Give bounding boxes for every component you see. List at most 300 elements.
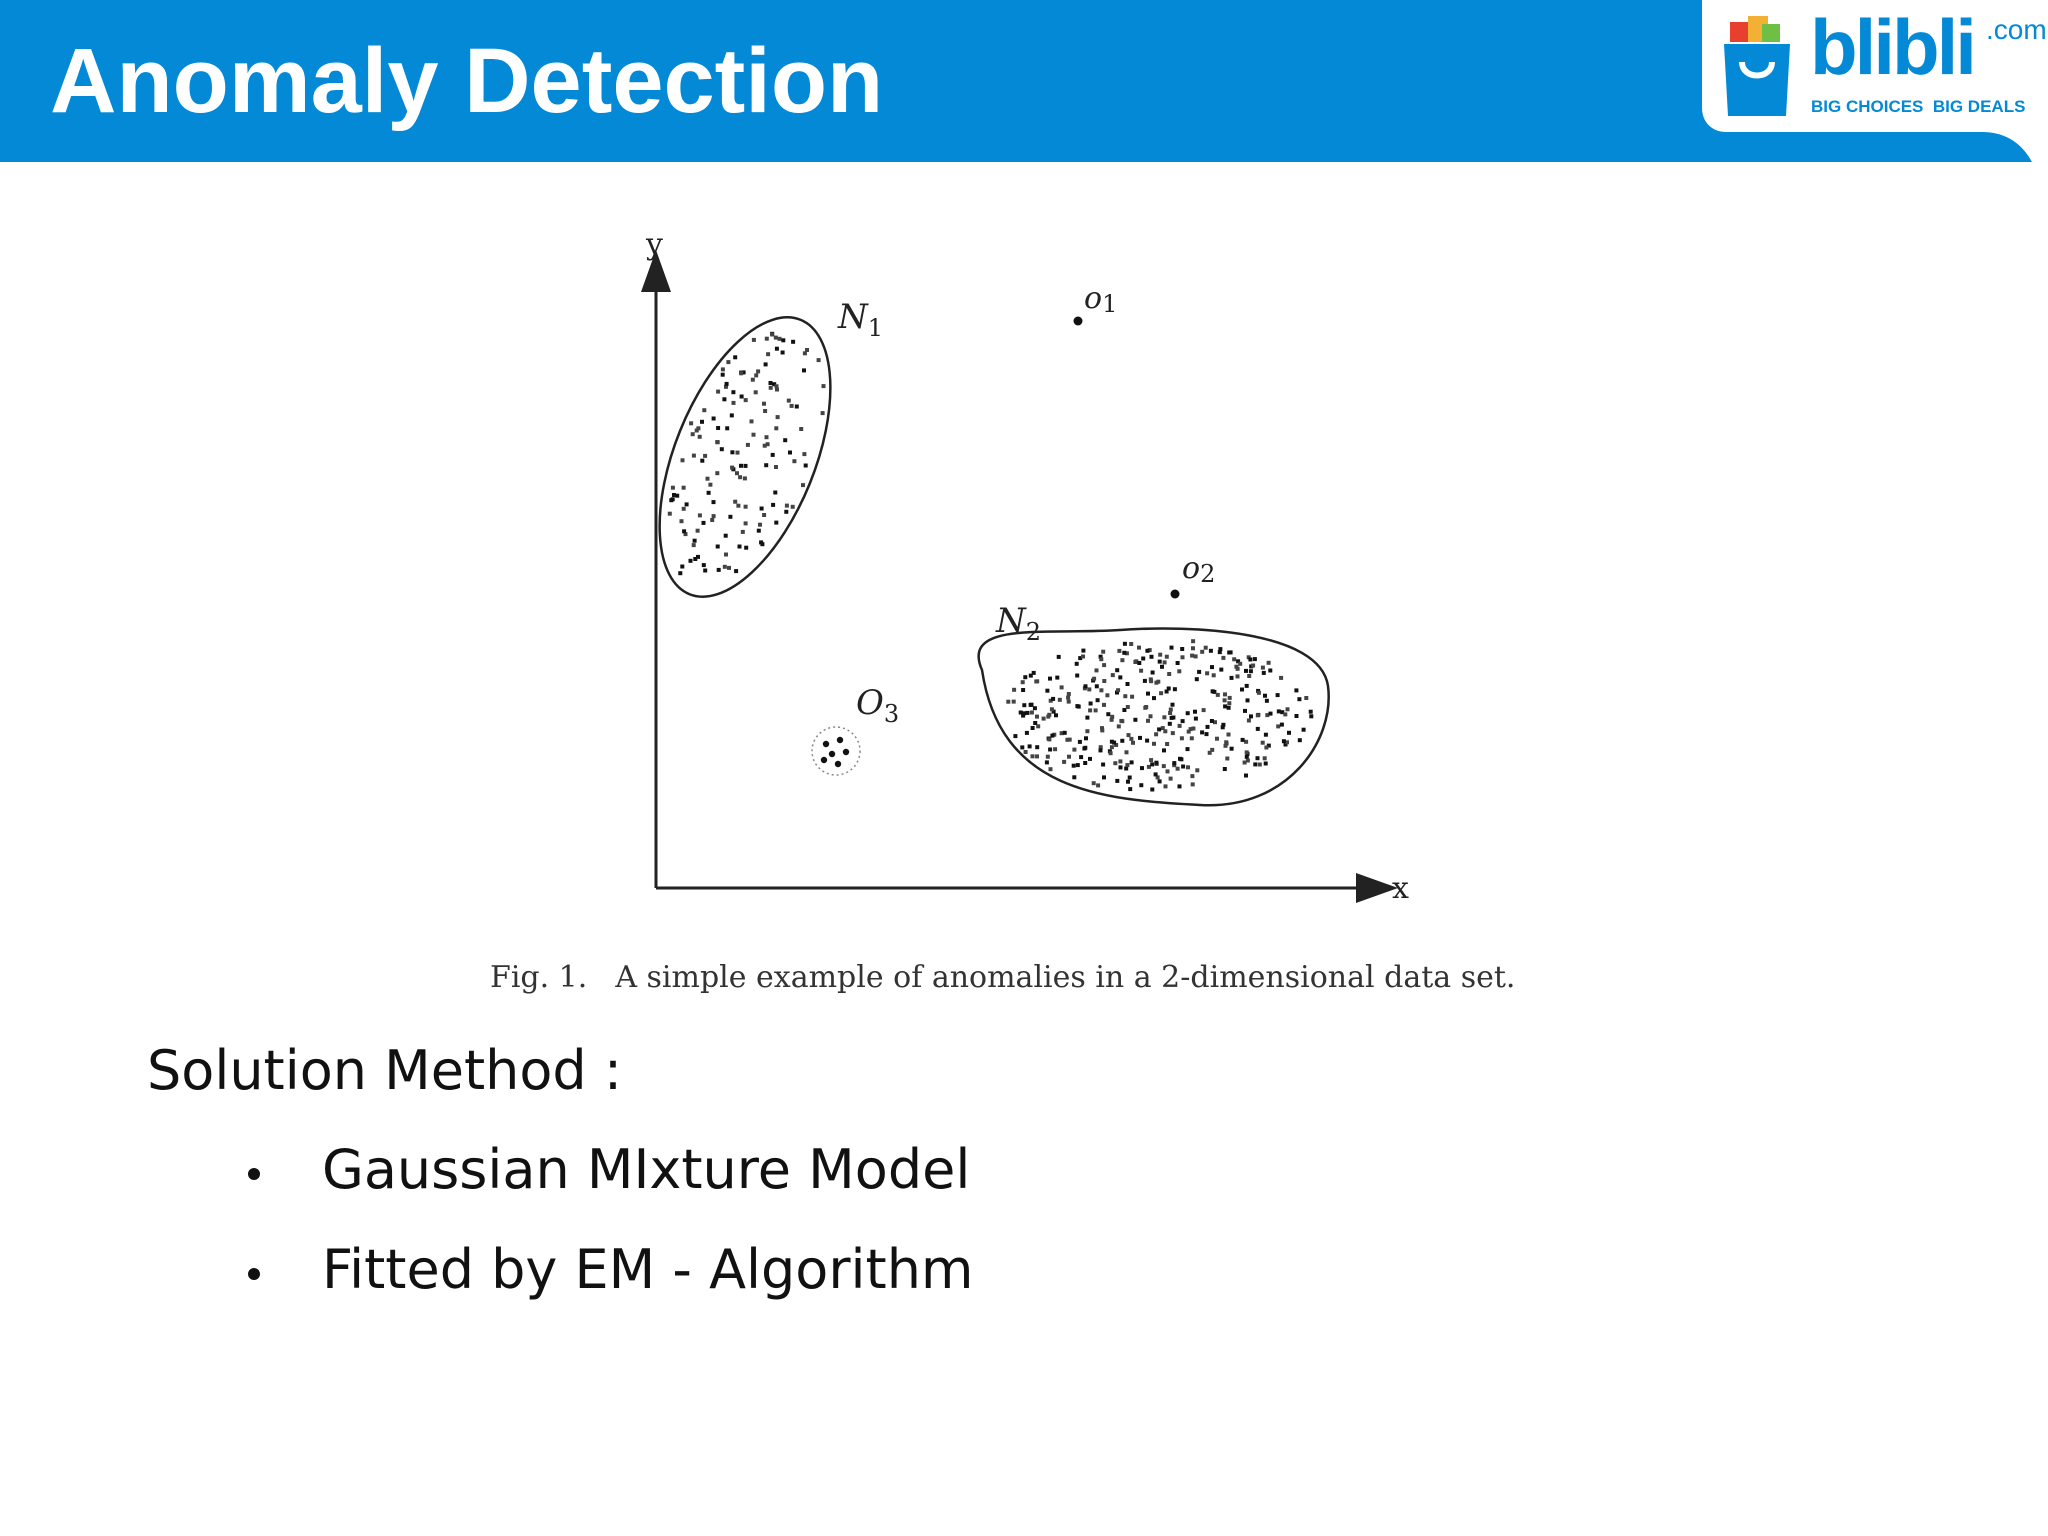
scatter-dot bbox=[708, 483, 712, 487]
scatter-dot bbox=[1256, 756, 1260, 760]
scatter-dot bbox=[1095, 668, 1099, 672]
scatter-dot bbox=[1013, 734, 1017, 738]
scatter-dot bbox=[1167, 672, 1171, 676]
scatter-dot bbox=[1083, 761, 1087, 765]
scatter-dot bbox=[765, 337, 769, 341]
scatter-dot bbox=[1264, 746, 1268, 750]
scatter-dot bbox=[739, 464, 743, 468]
scatter-dot bbox=[1154, 772, 1158, 776]
scatter-dot bbox=[1206, 725, 1210, 729]
cluster-n2-boundary bbox=[979, 629, 1329, 806]
scatter-dot bbox=[1088, 757, 1092, 761]
scatter-dot bbox=[1215, 737, 1219, 741]
scatter-dot bbox=[730, 450, 734, 454]
scatter-dot bbox=[1277, 709, 1281, 713]
scatter-dot bbox=[1230, 676, 1234, 680]
scatter-dot bbox=[1133, 660, 1137, 664]
scatter-dot bbox=[1163, 660, 1167, 664]
scatter-dot bbox=[1128, 787, 1132, 791]
scatter-dot bbox=[1139, 783, 1143, 787]
scatter-dot bbox=[744, 546, 748, 550]
scatter-dot bbox=[1191, 727, 1195, 731]
bullet-text: Fitted by EM - Algorithm bbox=[322, 1238, 974, 1301]
scatter-dot bbox=[1204, 646, 1208, 650]
scatter-dot bbox=[1169, 708, 1173, 712]
figure-caption-label: Fig. 1. bbox=[490, 960, 588, 995]
scatter-dot bbox=[744, 505, 748, 509]
scatter-dot bbox=[1163, 729, 1167, 733]
scatter-dot bbox=[1076, 763, 1080, 767]
scatter-dot bbox=[725, 426, 729, 430]
scatter-dot bbox=[1149, 714, 1153, 718]
scatter-dot bbox=[1137, 661, 1141, 665]
scatter-dot bbox=[1263, 756, 1267, 760]
bullet-dot-icon bbox=[248, 1168, 260, 1180]
scatter-dot bbox=[1067, 755, 1071, 759]
scatter-dot bbox=[1072, 775, 1076, 779]
scatter-dot bbox=[1033, 706, 1037, 710]
o3-point bbox=[821, 757, 827, 763]
scatter-dot bbox=[1113, 761, 1117, 765]
scatter-dot bbox=[1067, 700, 1071, 704]
scatter-dot bbox=[702, 521, 706, 525]
scatter-dot bbox=[702, 408, 706, 412]
scatter-dot bbox=[1145, 739, 1149, 743]
scatter-dot bbox=[783, 438, 787, 442]
scatter-dot bbox=[1261, 741, 1265, 745]
scatter-dot bbox=[1160, 665, 1164, 669]
scatter-dot bbox=[1092, 677, 1096, 681]
scatter-dot bbox=[1146, 719, 1150, 723]
scatter-dot bbox=[744, 398, 748, 402]
scatter-dot bbox=[1261, 666, 1265, 670]
label-o3-sub: 3 bbox=[883, 700, 900, 728]
scatter-dot bbox=[1081, 649, 1085, 653]
scatter-dot bbox=[1298, 738, 1302, 742]
scatter-dot bbox=[1089, 702, 1093, 706]
scatter-dot bbox=[771, 503, 775, 507]
scatter-dot bbox=[1190, 774, 1194, 778]
o3-point bbox=[835, 761, 841, 767]
scatter-dot bbox=[1309, 714, 1313, 718]
scatter-dot bbox=[730, 466, 734, 470]
scatter-dot bbox=[1236, 674, 1240, 678]
scatter-dot bbox=[1200, 730, 1204, 734]
scatter-dot bbox=[762, 402, 766, 406]
scatter-dot bbox=[1247, 719, 1251, 723]
scatter-dot bbox=[746, 443, 750, 447]
scatter-dot bbox=[1238, 662, 1242, 666]
scatter-dot bbox=[1025, 711, 1029, 715]
label-o1 bbox=[1084, 281, 1117, 318]
scatter-dot bbox=[822, 384, 826, 388]
label-n2-sub: 2 bbox=[1025, 618, 1042, 646]
scatter-dot bbox=[1243, 761, 1247, 765]
scatter-dot bbox=[712, 514, 716, 518]
outlier-o1-point bbox=[1074, 317, 1083, 326]
scatter-dot bbox=[716, 545, 720, 549]
scatter-dot bbox=[1057, 655, 1061, 659]
scatter-dot bbox=[1256, 713, 1260, 717]
scatter-dot bbox=[1050, 734, 1054, 738]
label-o1-sub: 1 bbox=[1102, 290, 1118, 318]
scatter-dot bbox=[1212, 673, 1216, 677]
scatter-dot bbox=[752, 338, 756, 342]
scatter-dot bbox=[1100, 728, 1104, 732]
scatter-dot bbox=[706, 477, 710, 481]
scatter-dot bbox=[1245, 755, 1249, 759]
label-n1-sub: 1 bbox=[867, 314, 884, 342]
label-o2-letter: o bbox=[1182, 551, 1201, 586]
scatter-dot bbox=[733, 355, 737, 359]
scatter-dot bbox=[1149, 758, 1153, 762]
scatter-dot bbox=[1151, 671, 1155, 675]
scatter-dot bbox=[750, 419, 754, 423]
scatter-dot bbox=[1129, 642, 1133, 646]
scatter-dot bbox=[738, 475, 742, 479]
scatter-dot bbox=[1195, 768, 1199, 772]
scatter-dot bbox=[1216, 693, 1220, 697]
scatter-dot bbox=[1223, 704, 1227, 708]
scatter-dot bbox=[1209, 649, 1213, 653]
scatter-dot bbox=[802, 368, 806, 372]
scatter-dot bbox=[1194, 717, 1198, 721]
scatter-dot bbox=[1172, 761, 1176, 765]
scatter-dot bbox=[680, 565, 684, 569]
scatter-dot bbox=[702, 563, 706, 567]
scatter-dot bbox=[703, 569, 707, 573]
scatter-dot bbox=[717, 568, 721, 572]
scatter-dot bbox=[692, 454, 696, 458]
scatter-dot bbox=[672, 493, 676, 497]
scatter-dot bbox=[1022, 703, 1026, 707]
scatter-dot bbox=[1137, 646, 1141, 650]
scatter-dot bbox=[1244, 669, 1248, 673]
scatter-dot bbox=[1191, 782, 1195, 786]
x-axis-label: x bbox=[1392, 871, 1409, 906]
figure-caption bbox=[490, 958, 1590, 998]
scatter-dot bbox=[1223, 698, 1227, 702]
anomaly-diagram bbox=[620, 220, 1440, 920]
scatter-dot bbox=[1012, 688, 1016, 692]
scatter-dot bbox=[1123, 642, 1127, 646]
label-n1-letter: N bbox=[838, 297, 868, 337]
scatter-dot bbox=[1221, 656, 1225, 660]
blibli-logo bbox=[1702, 0, 2048, 162]
scatter-dot bbox=[769, 386, 773, 390]
cluster-n2-points bbox=[1006, 639, 1313, 791]
scatter-dot bbox=[1225, 757, 1229, 761]
scatter-dot bbox=[774, 426, 778, 430]
scatter-dot bbox=[1048, 748, 1052, 752]
scatter-dot bbox=[1227, 706, 1231, 710]
scatter-dot bbox=[1025, 731, 1029, 735]
scatter-dot bbox=[1096, 698, 1100, 702]
scatter-dot bbox=[1286, 707, 1290, 711]
scatter-dot bbox=[1186, 711, 1190, 715]
scatter-dot bbox=[1150, 655, 1154, 659]
scatter-dot bbox=[692, 543, 696, 547]
cluster-n1 bbox=[625, 294, 866, 621]
scatter-dot bbox=[1122, 651, 1126, 655]
scatter-dot bbox=[1169, 777, 1173, 781]
scatter-dot bbox=[1202, 708, 1206, 712]
o3-point bbox=[829, 751, 835, 757]
scatter-dot bbox=[1045, 689, 1049, 693]
scatter-dot bbox=[1055, 676, 1059, 680]
scatter-dot bbox=[1190, 654, 1194, 658]
scatter-dot bbox=[736, 451, 740, 455]
bullet-dot-icon bbox=[248, 1268, 260, 1280]
scatter-dot bbox=[1117, 649, 1121, 653]
scatter-dot bbox=[1042, 717, 1046, 721]
scatter-dot bbox=[735, 471, 739, 475]
scatter-dot bbox=[1127, 733, 1131, 737]
scatter-dot bbox=[733, 500, 737, 504]
scatter-dot bbox=[791, 340, 795, 344]
scatter-dot bbox=[678, 571, 682, 575]
scatter-dot bbox=[1102, 703, 1106, 707]
scatter-dot bbox=[1244, 740, 1248, 744]
scatter-dot bbox=[1150, 788, 1154, 792]
scatter-dot bbox=[1157, 727, 1161, 731]
scatter-dot bbox=[1227, 733, 1231, 737]
scatter-dot bbox=[1048, 677, 1052, 681]
scatter-dot bbox=[1224, 744, 1228, 748]
scatter-dot bbox=[1164, 784, 1168, 788]
outlier-o2-point bbox=[1171, 590, 1180, 599]
scatter-dot bbox=[743, 476, 747, 480]
scatter-dot bbox=[1294, 688, 1298, 692]
scatter-dot bbox=[1119, 765, 1123, 769]
scatter-dot bbox=[1234, 665, 1238, 669]
scatter-dot bbox=[693, 539, 697, 543]
scatter-dot bbox=[1072, 748, 1076, 752]
scatter-dot bbox=[1081, 655, 1085, 659]
scatter-dot bbox=[1051, 697, 1055, 701]
scatter-dot bbox=[774, 336, 778, 340]
scatter-dot bbox=[1218, 650, 1222, 654]
scatter-dot bbox=[1283, 712, 1287, 716]
scatter-dot bbox=[685, 502, 689, 506]
scatter-dot bbox=[1287, 731, 1291, 735]
scatter-dot bbox=[739, 371, 743, 375]
scatter-dot bbox=[1075, 662, 1079, 666]
cluster-n2 bbox=[979, 629, 1329, 806]
scatter-dot bbox=[682, 486, 686, 490]
scatter-dot bbox=[769, 381, 773, 385]
scatter-dot bbox=[1256, 727, 1260, 731]
scatter-dot bbox=[1243, 709, 1247, 713]
scatter-dot bbox=[1126, 705, 1130, 709]
scatter-dot bbox=[1219, 668, 1223, 672]
scatter-dot bbox=[1031, 726, 1035, 730]
scatter-dot bbox=[1181, 719, 1185, 723]
scatter-dot bbox=[1116, 688, 1120, 692]
scatter-dot bbox=[740, 395, 744, 399]
scatter-dot bbox=[731, 390, 735, 394]
scatter-dot bbox=[1246, 698, 1250, 702]
scatter-dot bbox=[1075, 674, 1079, 678]
scatter-dot bbox=[1276, 693, 1280, 697]
scatter-dot bbox=[1053, 747, 1057, 751]
scatter-dot bbox=[754, 373, 758, 377]
scatter-dot bbox=[1187, 730, 1191, 734]
scatter-dot bbox=[715, 440, 719, 444]
scatter-dot bbox=[1062, 760, 1066, 764]
scatter-dot bbox=[1012, 700, 1016, 704]
scatter-dot bbox=[1158, 779, 1162, 783]
scatter-dot bbox=[1109, 751, 1113, 755]
scatter-dot bbox=[716, 390, 720, 394]
scatter-dot bbox=[693, 557, 697, 561]
scatter-dot bbox=[1280, 723, 1284, 727]
scatter-dot bbox=[751, 378, 755, 382]
scatter-dot bbox=[1049, 767, 1053, 771]
scatter-dot bbox=[1126, 682, 1130, 686]
scatter-dot bbox=[776, 415, 780, 419]
scatter-dot bbox=[738, 545, 742, 549]
scatter-dot bbox=[1186, 765, 1190, 769]
label-o3-letter: O bbox=[856, 683, 884, 723]
scatter-dot bbox=[771, 453, 775, 457]
scatter-dot bbox=[770, 333, 774, 337]
scatter-dot bbox=[1282, 739, 1286, 743]
scatter-dot bbox=[724, 534, 728, 538]
scatter-dot bbox=[1035, 745, 1039, 749]
scatter-dot bbox=[803, 351, 807, 355]
scatter-dot bbox=[1223, 767, 1227, 771]
scatter-dot bbox=[1168, 722, 1172, 726]
scatter-dot bbox=[821, 411, 825, 415]
scatter-dot bbox=[696, 529, 700, 533]
scatter-dot bbox=[1167, 687, 1171, 691]
scatter-dot bbox=[1197, 670, 1201, 674]
scatter-dot bbox=[732, 401, 736, 405]
scatter-dot bbox=[1063, 731, 1067, 735]
scatter-dot bbox=[1021, 680, 1025, 684]
scatter-dot bbox=[1165, 655, 1169, 659]
scatter-dot bbox=[1143, 679, 1147, 683]
scatter-dot bbox=[728, 515, 732, 519]
scatter-dot bbox=[1120, 658, 1124, 662]
scatter-dot bbox=[1224, 740, 1228, 744]
scatter-dot bbox=[1178, 757, 1182, 761]
scatter-dot bbox=[781, 338, 785, 342]
scatter-dot bbox=[1131, 741, 1135, 745]
label-n2-letter: N bbox=[996, 601, 1026, 641]
scatter-dot bbox=[1180, 736, 1184, 740]
scatter-dot bbox=[1087, 687, 1091, 691]
scatter-dot bbox=[1265, 699, 1269, 703]
scatter-dot bbox=[795, 405, 799, 409]
scatter-dot bbox=[682, 507, 686, 511]
scatter-dot bbox=[1031, 754, 1035, 758]
scatter-dot bbox=[1247, 674, 1251, 678]
scatter-dot bbox=[1140, 766, 1144, 770]
logo-com-suffix: .com bbox=[1986, 14, 2047, 45]
scatter-dot bbox=[682, 529, 686, 533]
scatter-dot bbox=[1101, 763, 1105, 767]
scatter-dot bbox=[1297, 697, 1301, 701]
scatter-dot bbox=[1111, 673, 1115, 677]
scatter-dot bbox=[712, 417, 716, 421]
scatter-dot bbox=[671, 497, 675, 501]
scatter-dot bbox=[1186, 747, 1190, 751]
scatter-dot bbox=[734, 569, 738, 573]
scatter-dot bbox=[1152, 742, 1156, 746]
scatter-dot bbox=[1154, 732, 1158, 736]
scatter-dot bbox=[1079, 755, 1083, 759]
scatter-dot bbox=[1181, 655, 1185, 659]
scatter-dot bbox=[781, 351, 785, 355]
scatter-dot bbox=[1088, 708, 1092, 712]
scatter-dot bbox=[756, 369, 760, 373]
scatter-dot bbox=[1112, 741, 1116, 745]
scatter-dot bbox=[1267, 661, 1271, 665]
scatter-dot bbox=[1046, 755, 1050, 759]
scatter-dot bbox=[1083, 746, 1087, 750]
scatter-dot bbox=[730, 413, 734, 417]
scatter-dot bbox=[1102, 775, 1106, 779]
outlier-cluster-o3 bbox=[812, 727, 860, 775]
scatter-dot bbox=[762, 513, 766, 517]
scatter-dot bbox=[791, 505, 795, 509]
scatter-dot bbox=[1150, 762, 1154, 766]
scatter-dot bbox=[802, 452, 806, 456]
scatter-dot bbox=[1249, 669, 1253, 673]
scatter-dot bbox=[754, 390, 758, 394]
scatter-dot bbox=[1162, 748, 1166, 752]
scatter-dot bbox=[1084, 736, 1088, 740]
scatter-dot bbox=[1006, 700, 1010, 704]
scatter-dot bbox=[668, 512, 672, 516]
scatter-dot bbox=[1162, 715, 1166, 719]
scatter-dot bbox=[775, 388, 779, 392]
scatter-dot bbox=[1050, 707, 1054, 711]
scatter-dot bbox=[1084, 684, 1088, 688]
outlier-cluster-o3-boundary bbox=[812, 727, 860, 775]
scatter-dot bbox=[759, 540, 763, 544]
logo-tagline-part1: BIG CHOICES bbox=[1811, 97, 1924, 116]
scatter-dot bbox=[726, 360, 730, 364]
scatter-dot bbox=[1171, 703, 1175, 707]
scatter-dot bbox=[1117, 724, 1121, 728]
scatter-dot bbox=[698, 435, 702, 439]
scatter-dot bbox=[773, 491, 777, 495]
bullet-text: Gaussian MIxture Model bbox=[322, 1138, 971, 1201]
scatter-dot bbox=[1191, 639, 1195, 643]
scatter-dot bbox=[1180, 647, 1184, 651]
scatter-dot bbox=[763, 409, 767, 413]
scatter-dot bbox=[788, 451, 792, 455]
scatter-dot bbox=[1118, 759, 1122, 763]
scatter-dot bbox=[1149, 677, 1153, 681]
logo-tagline-part2: BIG DEALS bbox=[1932, 97, 2026, 116]
scatter-dot bbox=[700, 459, 704, 463]
scatter-dot bbox=[1249, 714, 1253, 718]
scatter-dot bbox=[757, 529, 761, 533]
scatter-dot bbox=[721, 367, 725, 371]
scatter-dot bbox=[736, 504, 740, 508]
scatter-dot bbox=[1106, 712, 1110, 716]
scatter-dot bbox=[1230, 747, 1234, 751]
scatter-dot bbox=[752, 433, 756, 437]
o3-point bbox=[823, 741, 829, 747]
scatter-dot bbox=[1200, 650, 1204, 654]
scatter-dot bbox=[1195, 677, 1199, 681]
scatter-dot bbox=[723, 565, 727, 569]
